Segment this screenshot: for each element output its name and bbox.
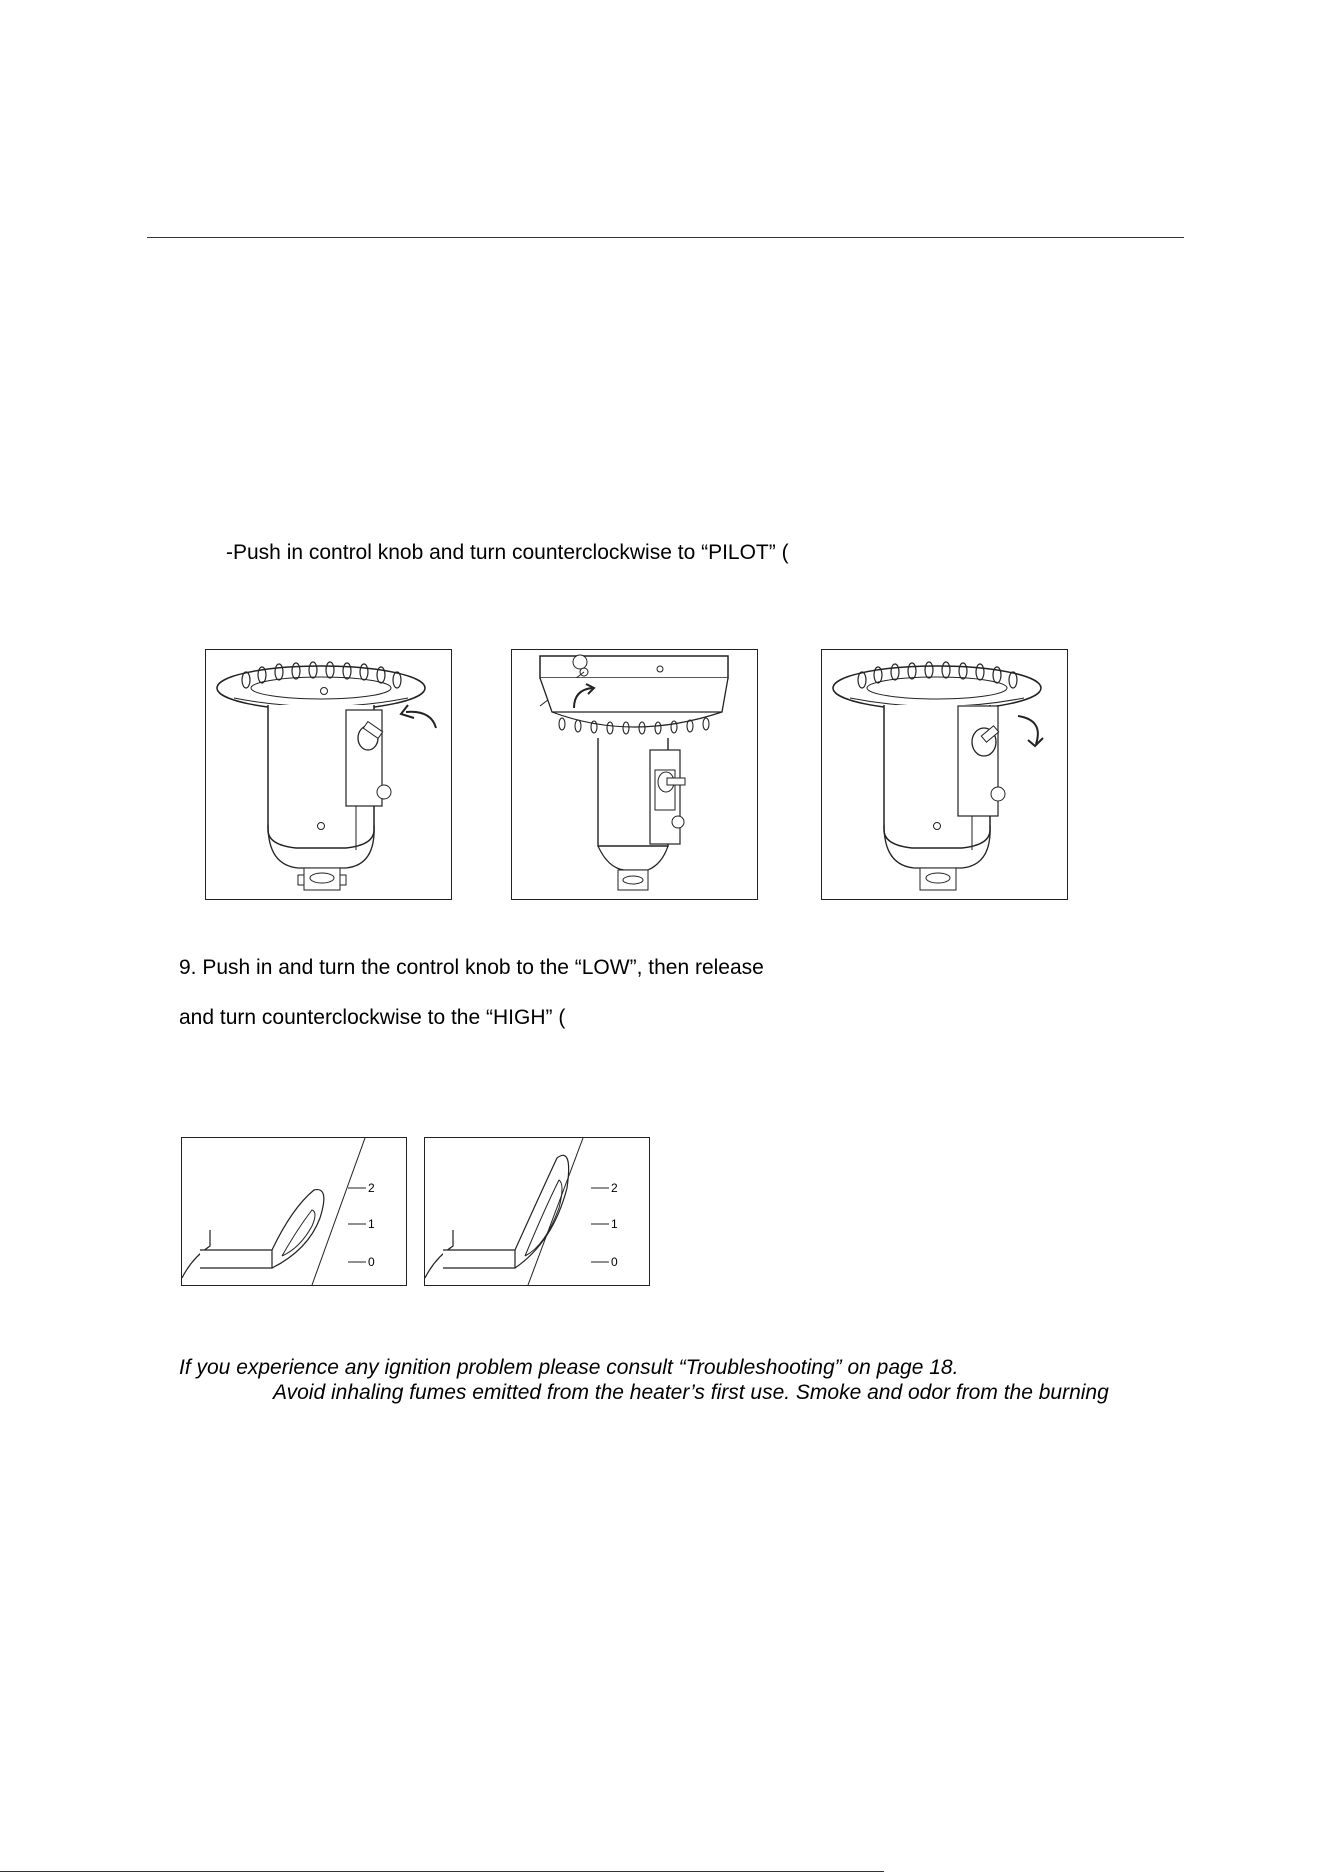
- flame-level-label: 0: [611, 1255, 618, 1269]
- flame-level-label: 2: [368, 1181, 375, 1195]
- flame-level-label: 1: [368, 1217, 375, 1231]
- flame-level-label: 0: [368, 1255, 375, 1269]
- step-9-line-1: 9. Push in and turn the control knob to the “LOW”, then release: [179, 956, 764, 979]
- step-9-line-2: and turn counterclockwise to the “HIGH” (: [179, 1006, 566, 1029]
- flame-diagram-low: [181, 1137, 407, 1286]
- flame-level-label: 2: [611, 1181, 618, 1195]
- heater-head-image: [206, 650, 451, 899]
- heater-illustration-turn-knob: [205, 649, 452, 900]
- pilot-instruction: -Push in control knob and turn counterclockwise to “PILOT” (: [226, 541, 789, 564]
- troubleshooting-note: If you experience any ignition problem please consult “Troubleshooting” on page 18.: [179, 1356, 959, 1379]
- fumes-warning: Avoid inhaling fumes emitted from the heater’s first use. Smoke and odor from the burning: [273, 1381, 1109, 1404]
- heater-illustration-push-knob: [511, 649, 758, 900]
- flame-diagram-high: [424, 1137, 650, 1286]
- heater-illustration-turn-to-pilot: [821, 649, 1068, 900]
- header-divider: [147, 237, 1184, 238]
- flame-level-label: 1: [611, 1217, 618, 1231]
